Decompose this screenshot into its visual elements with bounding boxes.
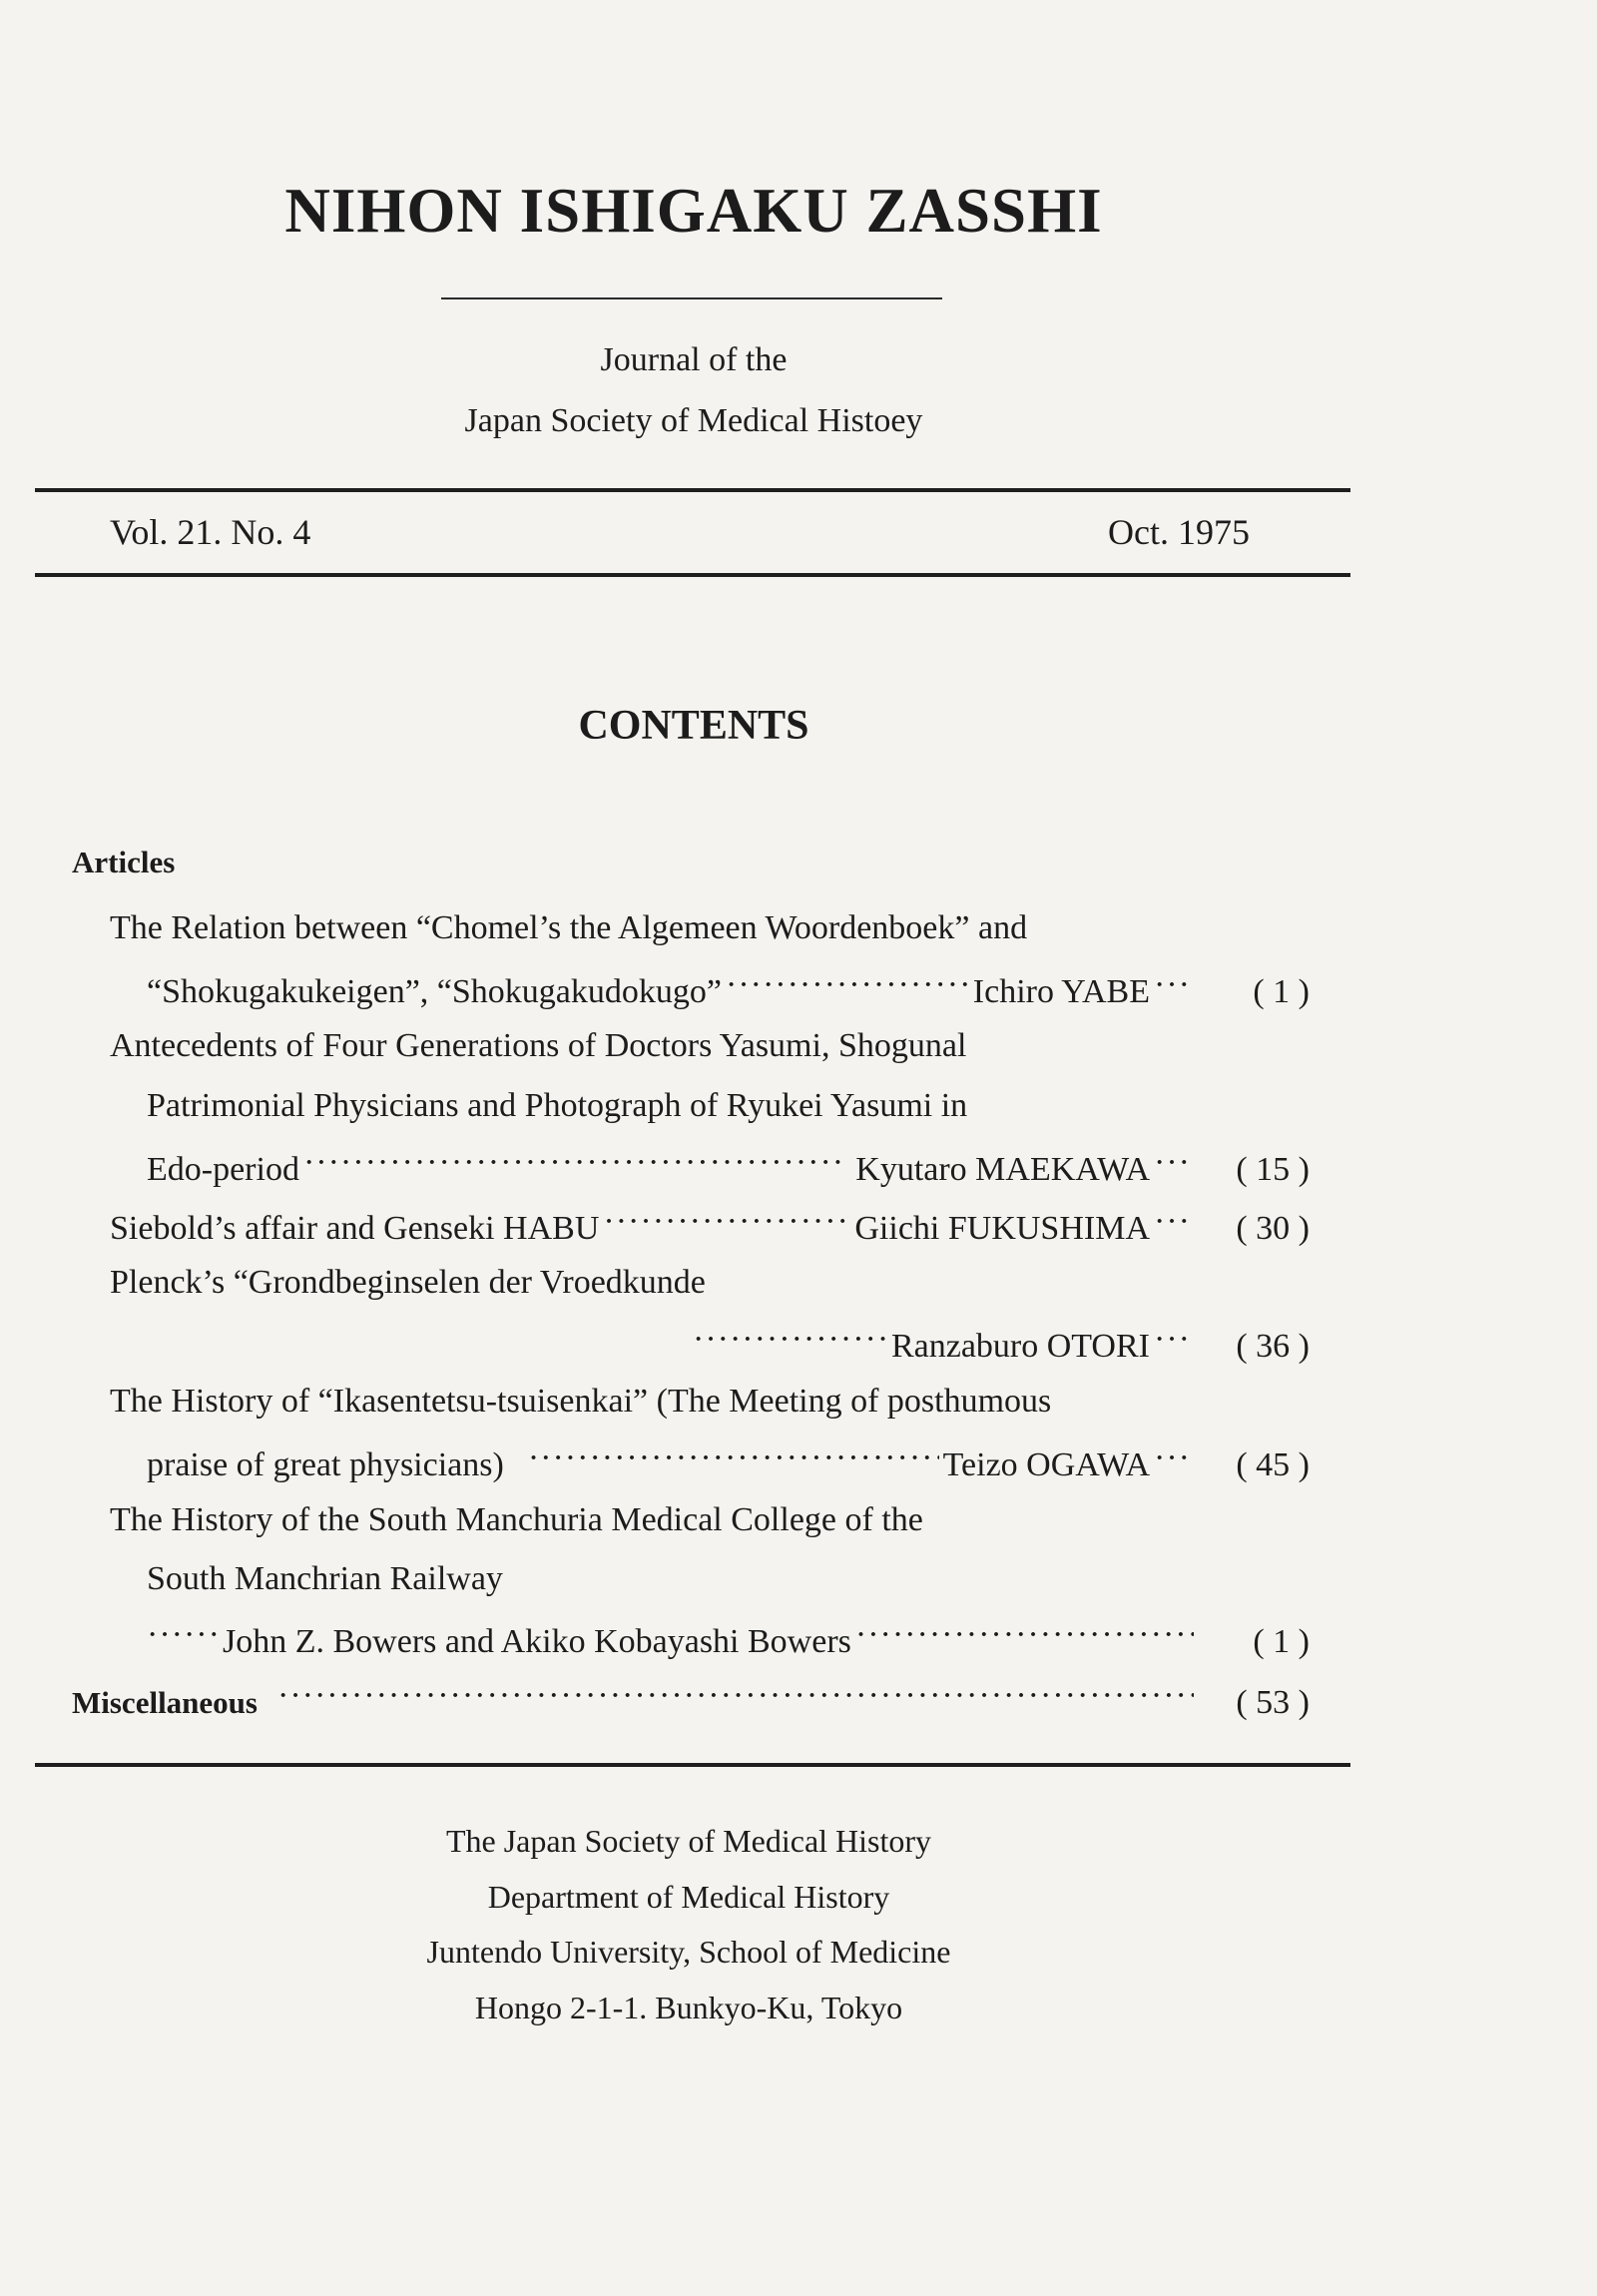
volume-bottom-rule — [35, 573, 1350, 577]
miscellaneous-page: ( 53 ) — [1236, 1683, 1310, 1721]
leader-dots — [1154, 1149, 1194, 1180]
article-1-title-last-line: “Shokugakukeigen”, “Shokugakudokugo” — [147, 972, 722, 1010]
article-4-author: Ranzaburo OTORI — [890, 1327, 1150, 1365]
issue-date: Oct. 1975 — [1108, 512, 1250, 552]
article-4-entry — [689, 1326, 1310, 1364]
article-1-page: ( 1 ) — [1253, 972, 1310, 1010]
leader-dots — [726, 971, 969, 1002]
leader-dots — [1154, 1326, 1194, 1357]
publisher-line-1: The Japan Society of Medical History — [445, 1823, 932, 1859]
article-5-title-last-line: praise of great physicians) — [147, 1445, 504, 1483]
leader-dots — [277, 1682, 1194, 1713]
article-5-page: ( 45 ) — [1236, 1445, 1310, 1483]
publisher-line-2: Department of Medical History — [487, 1879, 890, 1915]
contents-heading: CONTENTS — [578, 703, 809, 749]
article-6-page: ( 1 ) — [1253, 1622, 1310, 1660]
leader-dots — [603, 1208, 850, 1239]
leader-dots — [303, 1149, 841, 1180]
article-2-page: ( 15 ) — [1236, 1150, 1310, 1188]
publisher-line-3: Juntendo University, School of Medicine — [426, 1934, 951, 1970]
article-5-entry — [147, 1444, 1310, 1482]
article-5-author: Teizo OGAWA — [942, 1445, 1150, 1483]
leader-dots — [1154, 971, 1194, 1002]
title-divider — [441, 297, 942, 299]
article-1-author: Ichiro YABE — [972, 972, 1150, 1010]
leader-dots — [693, 1326, 887, 1357]
leader-dots — [1154, 1444, 1194, 1475]
article-5-title-line-1: The History of “Ikasentetsu-tsuisenkai” (The Meeting of posthumous — [110, 1383, 1052, 1420]
miscellaneous-label: Miscellaneous — [72, 1684, 258, 1720]
article-3-entry — [110, 1208, 1310, 1246]
article-4-title-line-1: Plenck’s “Grondbeginselen der Vroedkunde — [110, 1264, 706, 1301]
leader-dots — [147, 1621, 219, 1652]
article-2-title-last-line: Edo-period — [147, 1150, 299, 1188]
volume-top-rule — [35, 488, 1350, 492]
articles-section-heading: Articles — [72, 845, 176, 879]
article-6-title-line-2: South Manchrian Railway — [147, 1560, 503, 1597]
article-3-title: Siebold’s affair and Genseki HABU — [110, 1209, 600, 1247]
article-6-entry — [147, 1621, 1310, 1659]
article-1-title-line-1: The Relation between “Chomel’s the Algemeen Woordenboek” and — [110, 909, 1028, 946]
leader-dots — [1154, 1208, 1194, 1239]
article-3-page: ( 30 ) — [1236, 1209, 1310, 1247]
article-6-title-line-1: The History of the South Manchuria Medical College of the — [110, 1501, 923, 1538]
journal-subtitle-line1: Journal of the — [600, 341, 788, 378]
article-2-title-line-1: Antecedents of Four Generations of Doctors Yasumi, Shogunal — [110, 1027, 967, 1064]
journal-subtitle-line2: Japan Society of Medical Histoey — [464, 402, 923, 439]
publisher-address: Hongo 2-1-1. Bunkyo-Ku, Tokyo — [474, 1990, 903, 2025]
article-2-title-line-2: Patrimonial Physicians and Photograph of Ryukei Yasumi in — [147, 1087, 968, 1124]
article-4-page: ( 36 ) — [1236, 1327, 1310, 1365]
contents-bottom-rule — [35, 1763, 1350, 1767]
article-3-author: Giichi FUKUSHIMA — [854, 1209, 1150, 1247]
leader-dots — [528, 1444, 939, 1475]
article-1-entry — [147, 971, 1310, 1009]
journal-title: NIHON ISHIGAKU ZASSHI — [284, 176, 1103, 246]
article-2-author: Kyutaro MAEKAWA — [855, 1150, 1150, 1188]
miscellaneous-entry — [72, 1682, 1310, 1720]
article-6-author: John Z. Bowers and Akiko Kobayashi Bowers — [223, 1622, 851, 1660]
leader-dots — [855, 1621, 1194, 1652]
article-2-entry — [147, 1149, 1310, 1187]
volume-number: Vol. 21. No. 4 — [110, 512, 311, 552]
